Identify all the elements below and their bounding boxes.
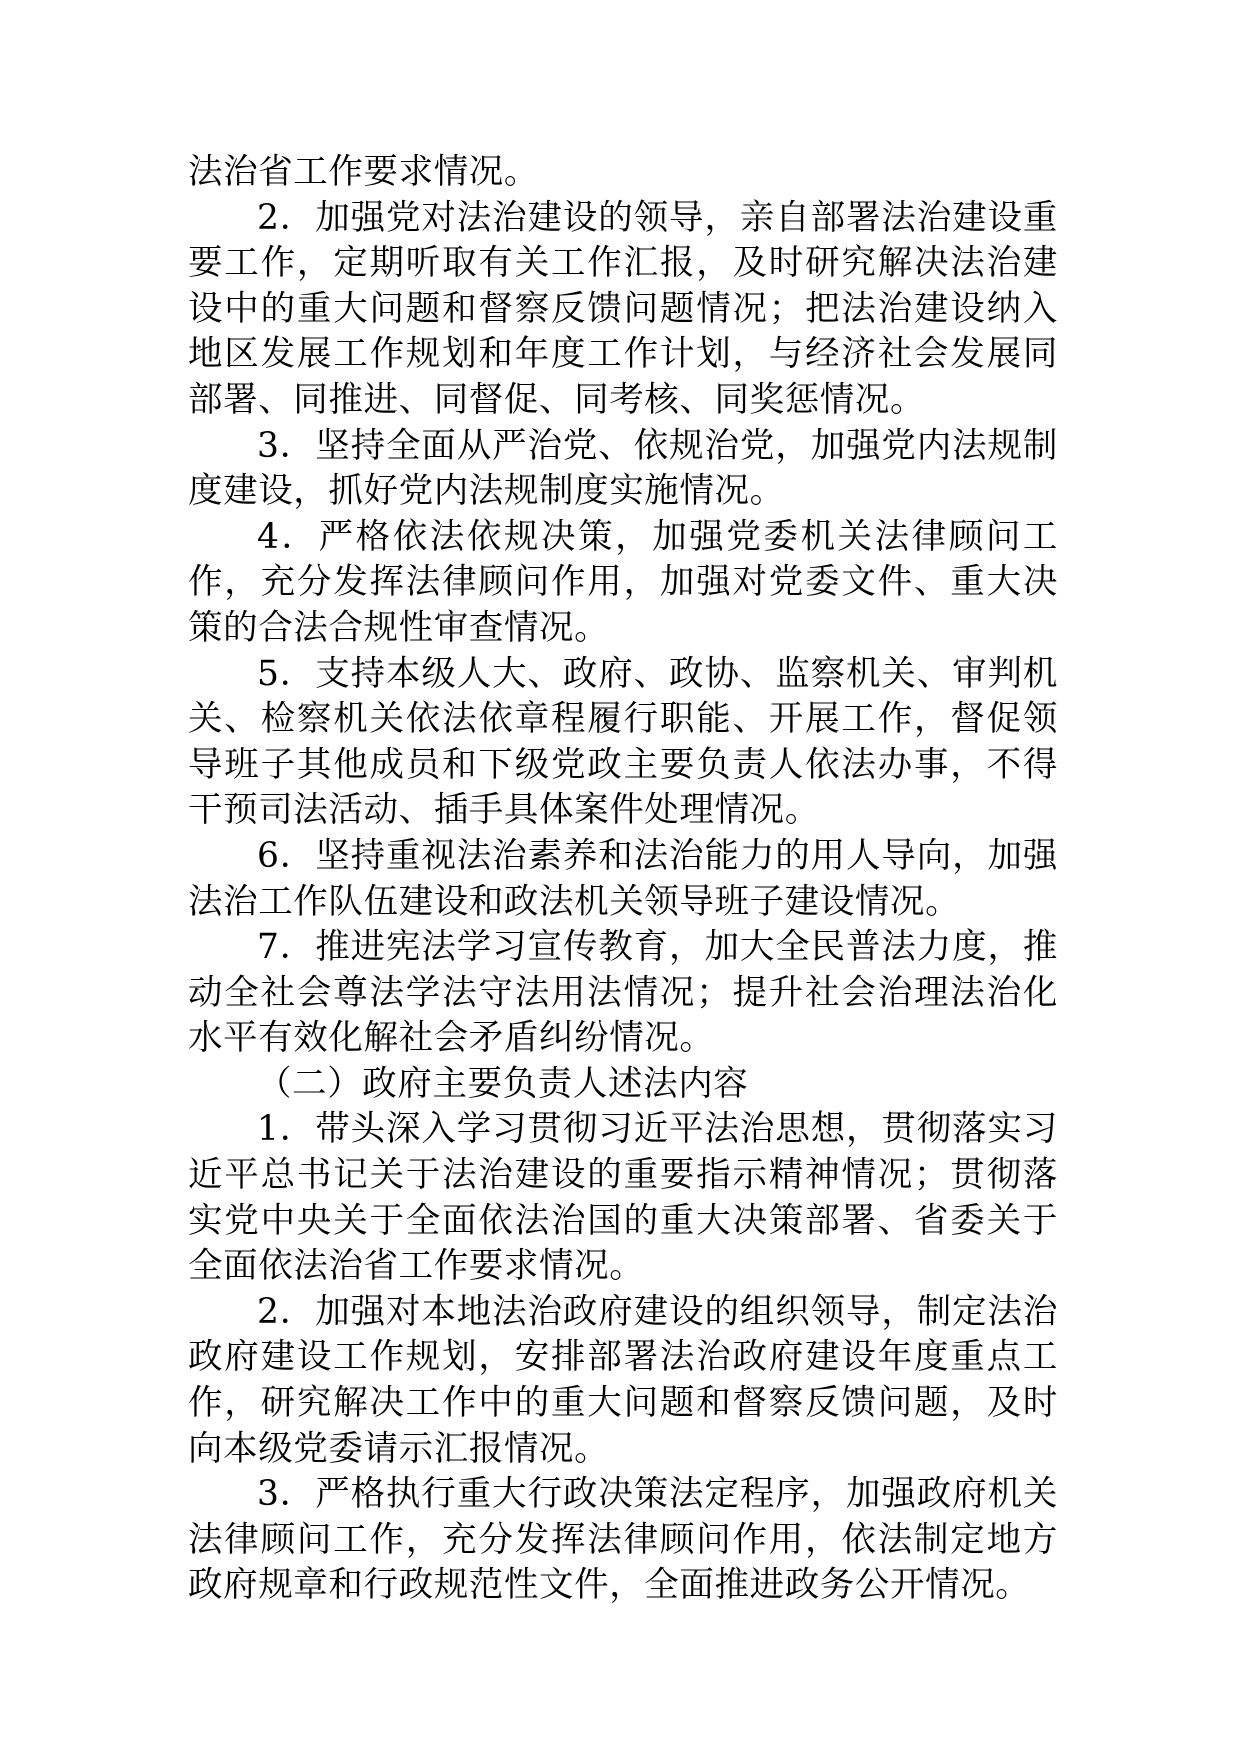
paragraph-gov-item-1-study: 1．带头深入学习贯彻习近平法治思想，贯彻落实习近平总书记关于法治建设的重要指示精神情况；贯彻落实党中央关于全面依法治国的重大决策部署、省委关于全面依法治省工作要求情况。: [188, 1109, 1058, 1287]
paragraph-continuation: 法治省工作要求情况。: [188, 152, 539, 192]
paragraph-item-7-constitution-education: 7．推进宪法学习宣传教育，加大全民普法力度，推动全社会尊法学法守法用法情况；提升社会治理法治化水平有效化解社会矛盾纠纷情况。: [188, 927, 1058, 1059]
paragraph-item-6-personnel: 6．坚持重视法治素养和法治能力的用人导向，加强法治工作队伍建设和政法机关领导班子建设情况。: [188, 835, 1058, 922]
paragraph-gov-item-3-procedures: 3．严格执行重大行政决策法定程序，加强政府机关法律顾问工作，充分发挥法律顾问作用，依法制定地方政府规章和行政规范性文件，全面推进政务公开情况。: [188, 1474, 1058, 1606]
paragraph-item-4-lawful-decisions: 4．严格依法依规决策，加强党委机关法律顾问工作，充分发挥法律顾问作用，加强对党委文件、重大决策的合法合规性审查情况。: [188, 516, 1058, 648]
document-body: [188, 150, 1058, 1609]
paragraph-gov-item-2-organization: 2．加强对本地法治政府建设的组织领导，制定法治政府建设工作规划，安排部署法治政府建设年度重点工作，研究解决工作中的重大问题和督察反馈问题，及时向本级党委请示汇报情况。: [188, 1291, 1058, 1469]
paragraph-item-5-support-organs: 5．支持本级人大、政府、政协、监察机关、审判机关、检察机关依法依章程履行职能、开展工作，督促领导班子其他成员和下级党政主要负责人依法办事，不得干预司法活动、插手具体案件处理情况。: [188, 653, 1058, 831]
paragraph-item-3-party-discipline: 3．坚持全面从严治党、依规治党，加强党内法规制度建设，抓好党内法规制度实施情况。: [188, 425, 1058, 512]
section-heading-government-head: （二）政府主要负责人述法内容: [257, 1063, 749, 1104]
paragraph-item-2-party-leadership: 2．加强党对法治建设的领导，亲自部署法治建设重要工作，定期听取有关工作汇报，及时研究解决法治建设中的重大问题和督察反馈问题情况；把法治建设纳入地区发展工作规划和年度工作计划，与经济社会发展同部署、同推进、同督促、同考核、同奖惩情况。: [188, 197, 1058, 420]
